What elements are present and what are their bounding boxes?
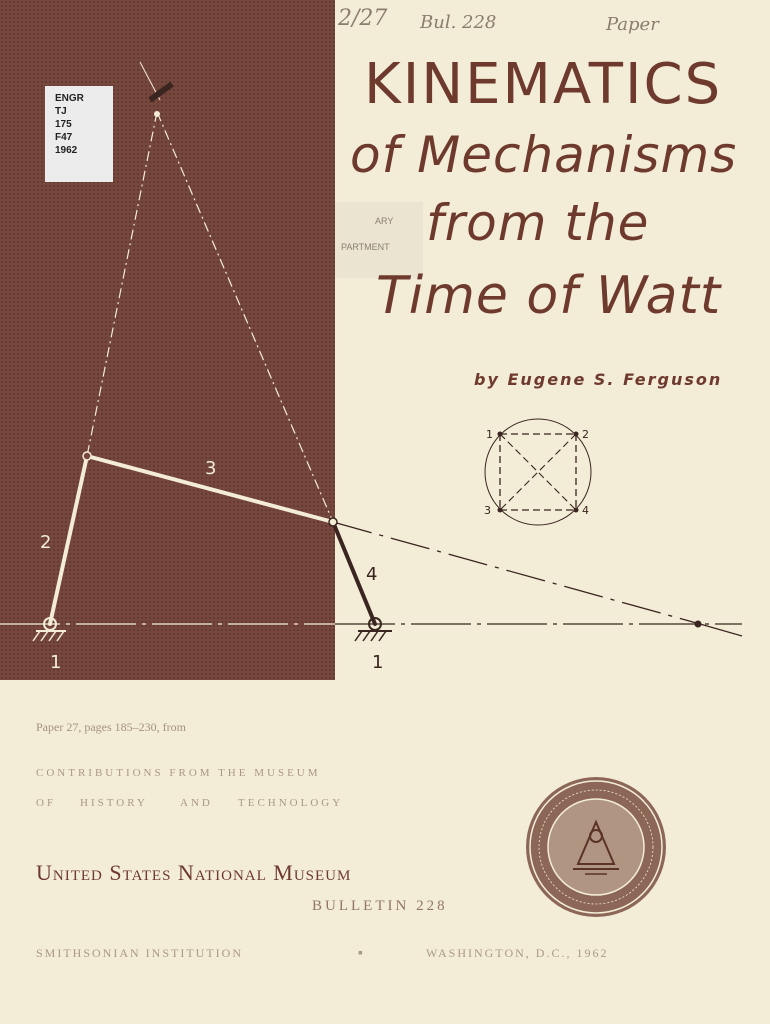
ground-line-end bbox=[700, 624, 742, 636]
handwritten-note-left: 2/27 bbox=[338, 6, 388, 31]
footer-institution: SMITHSONIAN INSTITUTION bbox=[36, 946, 243, 960]
stamp-text: PARTMENT bbox=[341, 242, 390, 252]
contributions-word: OF bbox=[36, 797, 57, 809]
bulletin-number: BULLETIN 228 bbox=[312, 898, 448, 914]
link-2 bbox=[50, 456, 87, 624]
handwritten-note-right: Paper bbox=[606, 14, 659, 35]
call-label-line: 175 bbox=[55, 119, 72, 130]
contributions-word: HISTORY bbox=[80, 797, 148, 809]
node-label-4: 4 bbox=[582, 504, 589, 517]
smithsonian-seal-logo bbox=[523, 774, 669, 920]
museum-name: United States National Museum bbox=[36, 860, 352, 885]
title-line-4: Time of Watt bbox=[376, 266, 722, 326]
title-line-3: from the bbox=[426, 194, 650, 252]
contributions-word: AND bbox=[180, 797, 213, 809]
link-label-4: 4 bbox=[366, 564, 378, 585]
instant-center-line bbox=[157, 112, 333, 522]
contributions-line-1: CONTRIBUTIONS FROM THE MUSEUM bbox=[36, 767, 321, 779]
link-label-1-left: 1 bbox=[50, 652, 62, 673]
paper-reference: Paper 27, pages 185–230, from bbox=[36, 720, 186, 734]
footer-location: WASHINGTON, D.C., 1962 bbox=[426, 946, 609, 960]
contributions-word: TECHNOLOGY bbox=[238, 797, 344, 809]
instant-center-line bbox=[87, 112, 157, 456]
title-line-2: of Mechanisms bbox=[350, 126, 738, 184]
call-label-line: F47 bbox=[55, 132, 73, 143]
call-label-line: ENGR bbox=[55, 93, 84, 104]
handwritten-note-mid: Bul. 228 bbox=[420, 12, 497, 33]
call-label-line: 1962 bbox=[55, 145, 78, 156]
title-line-1: KINEMATICS bbox=[364, 52, 723, 117]
pin-joint bbox=[83, 452, 91, 460]
call-label-line: TJ bbox=[55, 106, 67, 117]
link-label-3: 3 bbox=[205, 458, 217, 479]
intersection-point bbox=[695, 621, 702, 628]
footer-separator: ▪ bbox=[358, 946, 365, 961]
node-label-1: 1 bbox=[486, 428, 493, 441]
node-label-2: 2 bbox=[582, 428, 589, 441]
small-graph-diagram bbox=[484, 419, 591, 525]
pin-joint bbox=[329, 518, 337, 526]
stamp-text: ARY bbox=[375, 216, 394, 226]
link-label-1-right: 1 bbox=[372, 652, 384, 673]
author-line: by Eugene S. Ferguson bbox=[474, 370, 723, 389]
node-label-3: 3 bbox=[484, 504, 491, 517]
link-label-2: 2 bbox=[40, 532, 52, 553]
coupler-extension-line bbox=[333, 522, 700, 624]
instant-center-point bbox=[154, 111, 160, 117]
